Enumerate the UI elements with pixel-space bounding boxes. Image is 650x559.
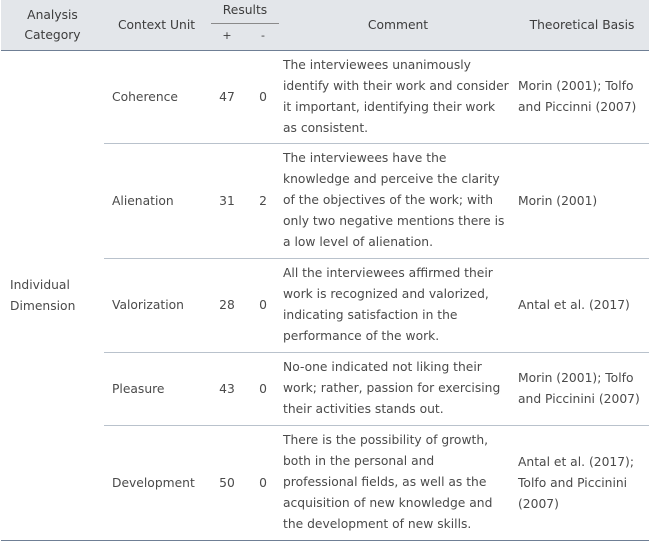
category-cell: Individual Dimension (1, 51, 104, 541)
comment-cell: The interviewees unanimously identify with their work and consider it important, identifying their work as consistent. (281, 51, 515, 144)
header-results: Results (209, 0, 281, 24)
plus-cell: 28 (209, 259, 245, 353)
minus-cell: 2 (245, 144, 281, 259)
context-unit-cell: Valorization (104, 259, 209, 353)
plus-cell: 43 (209, 353, 245, 426)
comment-cell: All the interviewees affirmed their work is recognized and valorized, indicating satisfaction in the performance of the work. (281, 259, 515, 353)
header-analysis-category: Analysis Category (1, 0, 104, 51)
comment-cell: The interviewees have the knowledge and perceive the clarity of the objectives of the work; with only two negative mentions there is a low level of alienation. (281, 144, 515, 259)
comment-cell: There is the possibility of growth, both in the personal and professional fields, as well as the acquisition of new knowledge and the development of new skills. (281, 426, 515, 541)
basis-cell: Morin (2001) (515, 144, 649, 259)
table-row (1, 51, 649, 144)
header-context-unit: Context Unit (104, 0, 209, 51)
basis-cell: Morin (2001); Tolfo and Piccinini (2007) (515, 353, 649, 426)
table-body (1, 51, 649, 541)
context-unit-cell: Alienation (104, 144, 209, 259)
comment-cell: No-one indicated not liking their work; rather, passion for exercising their activities stands out. (281, 353, 515, 426)
plus-cell: 50 (209, 426, 245, 541)
plus-cell: 47 (209, 51, 245, 144)
basis-cell: Antal et al. (2017) (515, 259, 649, 353)
minus-cell: 0 (245, 353, 281, 426)
plus-cell: 31 (209, 144, 245, 259)
context-unit-cell: Pleasure (104, 353, 209, 426)
header-comment: Comment (281, 0, 515, 51)
basis-cell: Antal et al. (2017); Tolfo and Piccinini (2007) (515, 426, 649, 541)
results-table (1, 0, 649, 541)
header-minus: - (245, 24, 281, 51)
header-theoretical-basis: Theoretical Basis (515, 0, 649, 51)
context-unit-cell: Development (104, 426, 209, 541)
context-unit-cell: Coherence (104, 51, 209, 144)
minus-cell: 0 (245, 426, 281, 541)
minus-cell: 0 (245, 51, 281, 144)
table-header (1, 0, 649, 51)
basis-cell: Morin (2001); Tolfo and Piccinni (2007) (515, 51, 649, 144)
minus-cell: 0 (245, 259, 281, 353)
header-plus: + (209, 24, 245, 51)
